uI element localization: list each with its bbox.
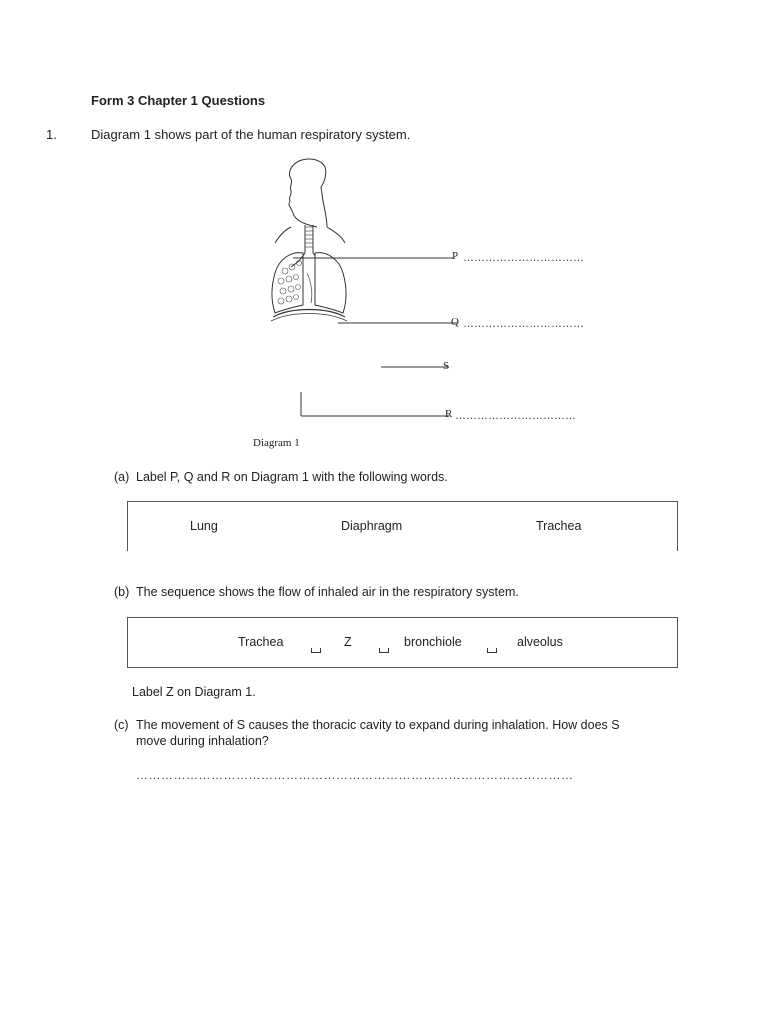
respiratory-diagram (195, 155, 635, 425)
word-bank-item: Diaphragm (341, 519, 403, 533)
part-c-text-line2: move during inhalation? (136, 734, 269, 748)
diagram-caption: Diagram 1 (253, 437, 300, 449)
part-b-text: The sequence shows the flow of inhaled air in the respiratory system. (136, 585, 519, 599)
sequence-item: alveolus (517, 635, 563, 649)
sequence-item: Trachea (238, 635, 284, 649)
question-intro: Diagram 1 shows part of the human respiratory system. (91, 127, 411, 142)
arrow-icon (379, 642, 389, 657)
answer-blank-r[interactable]: …………………………… (455, 410, 576, 422)
answer-blank-p[interactable]: …………………………… (463, 252, 584, 264)
sequence-item: bronchiole (404, 635, 462, 649)
word-bank-item: Trachea (536, 519, 582, 533)
sequence-item: Z (344, 635, 352, 649)
word-bank-item: Lung (190, 519, 218, 533)
label-q: Q (451, 316, 459, 328)
respiratory-system-illustration (195, 155, 635, 425)
arrow-icon (487, 642, 497, 657)
part-a-marker: (a) (114, 470, 130, 484)
part-a-text: Label P, Q and R on Diagram 1 with the following words. (136, 470, 448, 484)
word-bank-box (127, 501, 678, 551)
part-b-followup: Label Z on Diagram 1. (132, 685, 256, 699)
page-title: Form 3 Chapter 1 Questions (91, 93, 266, 108)
sequence-box (127, 617, 678, 668)
part-c-marker: (c) (114, 718, 129, 732)
label-s: S (443, 360, 450, 372)
arrow-icon (311, 642, 321, 657)
question-number: 1. (46, 127, 57, 142)
part-c-text-line1: The movement of S causes the thoracic cavity to expand during inhalation. How does S (136, 718, 620, 732)
answer-line[interactable]: …………………………………………………………………………………………… (136, 768, 574, 782)
label-p: P (452, 250, 459, 262)
answer-blank-q[interactable]: …………………………… (463, 318, 584, 330)
part-b-marker: (b) (114, 585, 130, 599)
label-r: R (445, 408, 453, 420)
